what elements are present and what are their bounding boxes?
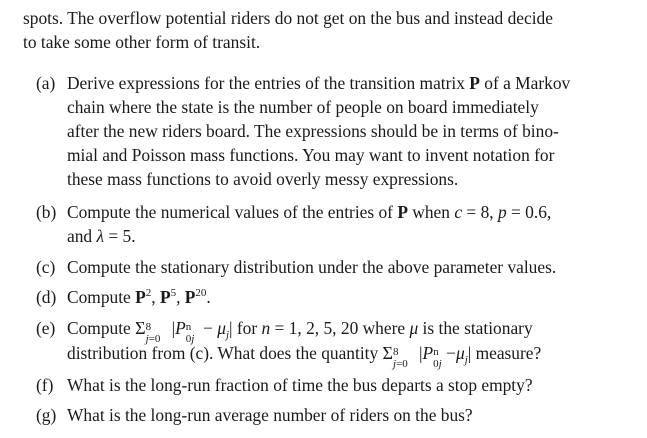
item-d-line-1: Compute $P^2$, $P^5$, $P^{20}$. bbox=[67, 287, 211, 307]
item-label-d: (d) bbox=[36, 287, 57, 307]
item-e-line-2: distribution from (c). What does the quantity Σ 8 j=0 |P n 0j $-\mu_j|$ measure? bbox=[67, 343, 542, 370]
item-f-line-1: What is the long-run fraction of time the bus departs a stop empty? bbox=[67, 375, 533, 395]
item-label-c: (c) bbox=[36, 257, 56, 277]
item-e-line-1: Compute Σ 8 j=0 |P n 0j − $\mu_j|$ for n = 1, 2, 5, 20 where μ is the stationary bbox=[67, 318, 533, 345]
item-label-f: (f) bbox=[36, 375, 54, 395]
item-a-line-4: mial and Poisson mass functions. You may want to invent notation for bbox=[67, 145, 555, 165]
item-a-line-2: chain where the state is the number of people on board immediately bbox=[67, 97, 539, 117]
item-label-g: (g) bbox=[36, 405, 57, 425]
item-a-line-3: after the new riders board. The expressions should be in terms of bino- bbox=[67, 121, 559, 141]
item-b-line-2: and λ = 5. bbox=[67, 226, 136, 246]
item-c-line-1: Compute the stationary distribution under the above parameter values. bbox=[67, 257, 557, 277]
item-label-e: (e) bbox=[36, 318, 56, 338]
intro-line-1: spots. The overflow potential riders do not get on the bus and instead decide bbox=[23, 8, 553, 28]
item-a-line-1: Derive expressions for the entries of the transition matrix P of a Markov bbox=[67, 73, 571, 93]
item-label-b: (b) bbox=[36, 202, 57, 222]
item-b-line-1: Compute the numerical values of the entries of P when c = 8, p = 0.6, bbox=[67, 202, 552, 222]
item-label-a: (a) bbox=[36, 73, 56, 93]
intro-line-2: to take some other form of transit. bbox=[23, 32, 261, 52]
item-a-line-5: these mass functions to avoid overly messy expressions. bbox=[67, 169, 459, 189]
item-g-line-1: What is the long-run average number of riders on the bus? bbox=[67, 405, 473, 425]
